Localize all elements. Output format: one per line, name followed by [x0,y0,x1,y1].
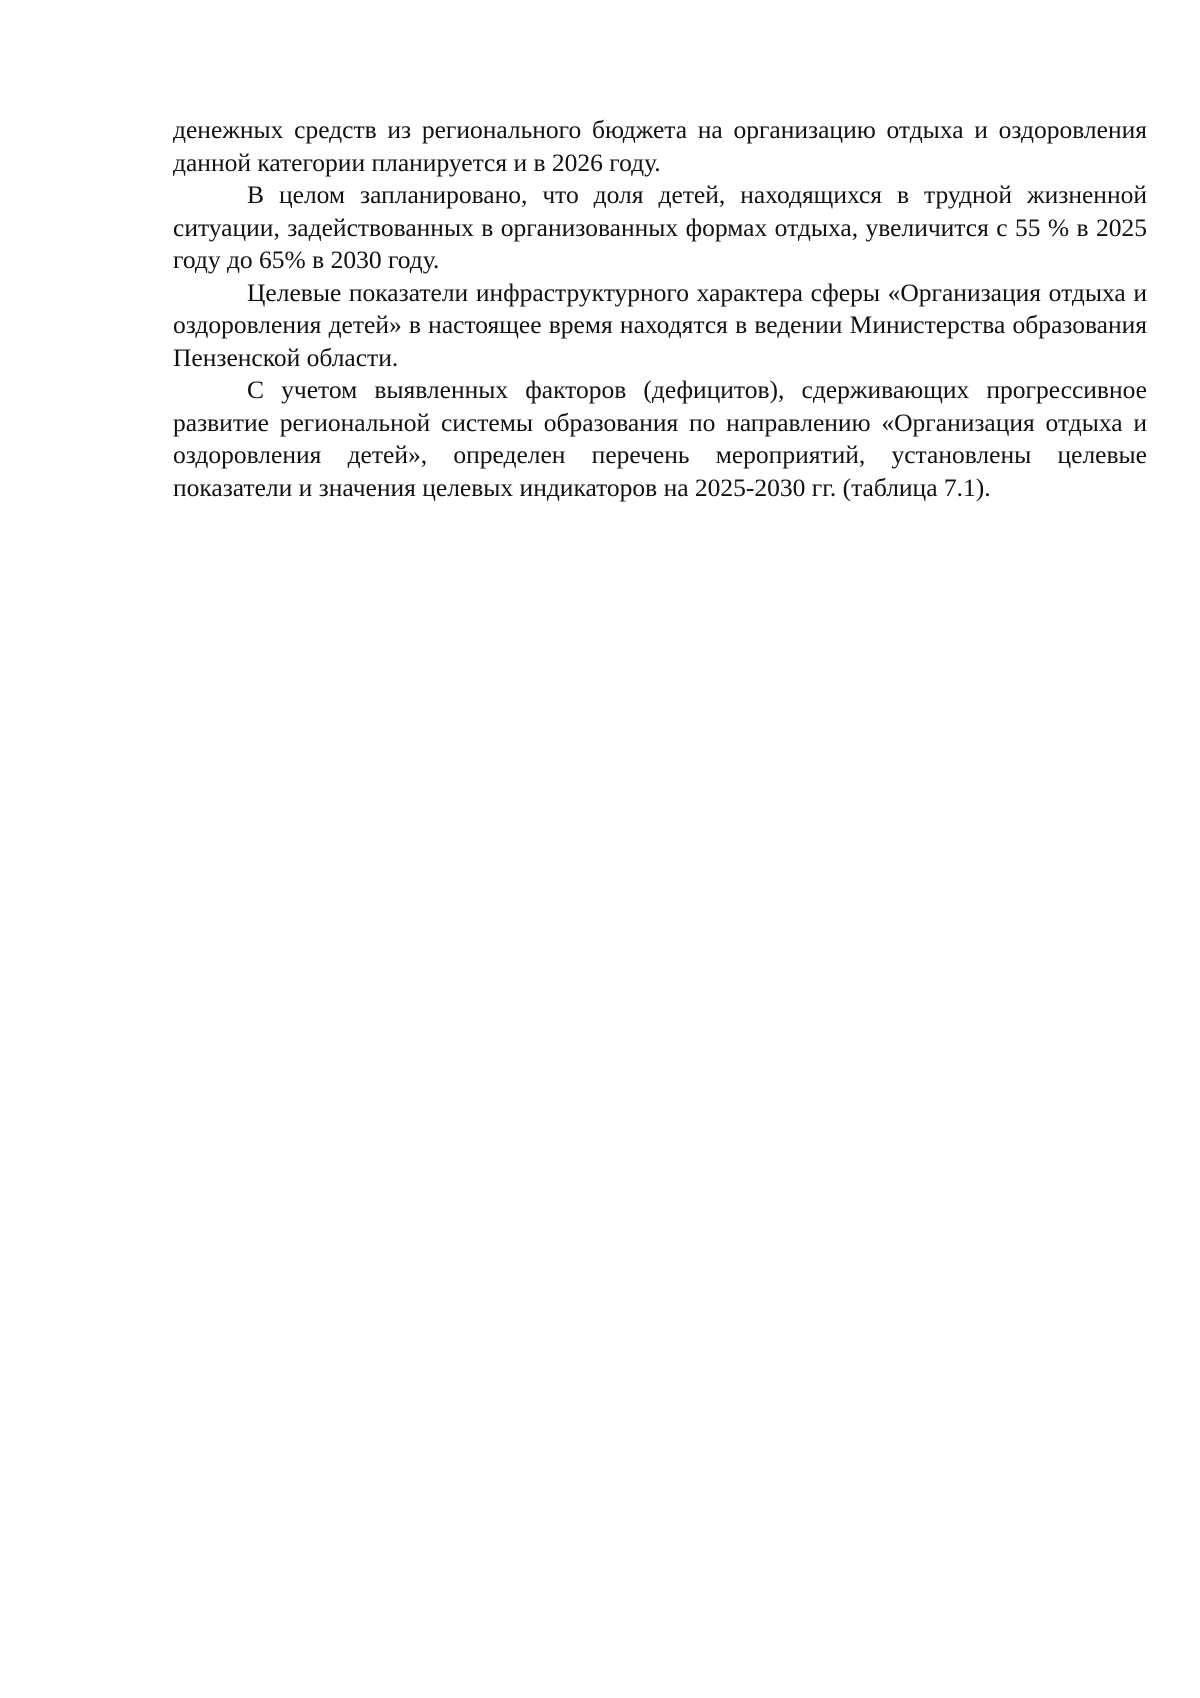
paragraph-measures-list: С учетом выявленных факторов (дефицитов), сдерживающих прогрессивное развитие региональной системы образования по направлению «Организация отдыха и оздоровления детей», определен перечень мероприятий, установлены целевые показатели и значения целевых индикаторов на 2025-2030 гг. (таблица 7.1). [173,375,1147,502]
paragraph-continuation: денежных средств из регионального бюджета на организацию отдыха и оздоровления данной категории планируется и в 2026 году. [173,115,1147,177]
paragraph-infrastructure-indicators: Целевые показатели инфраструктурного характера сферы «Организация отдыха и оздоровления детей» в настоящее время находятся в ведении Министерства образования Пензенской области. [173,277,1147,372]
document-body [173,114,1147,504]
paragraph-children-share: В целом запланировано, что доля детей, находящихся в трудной жизненной ситуации, задействованных в организованных формах отдыха, увеличится с 55 % в 2025 году до 65% в 2030 году. [173,180,1147,274]
